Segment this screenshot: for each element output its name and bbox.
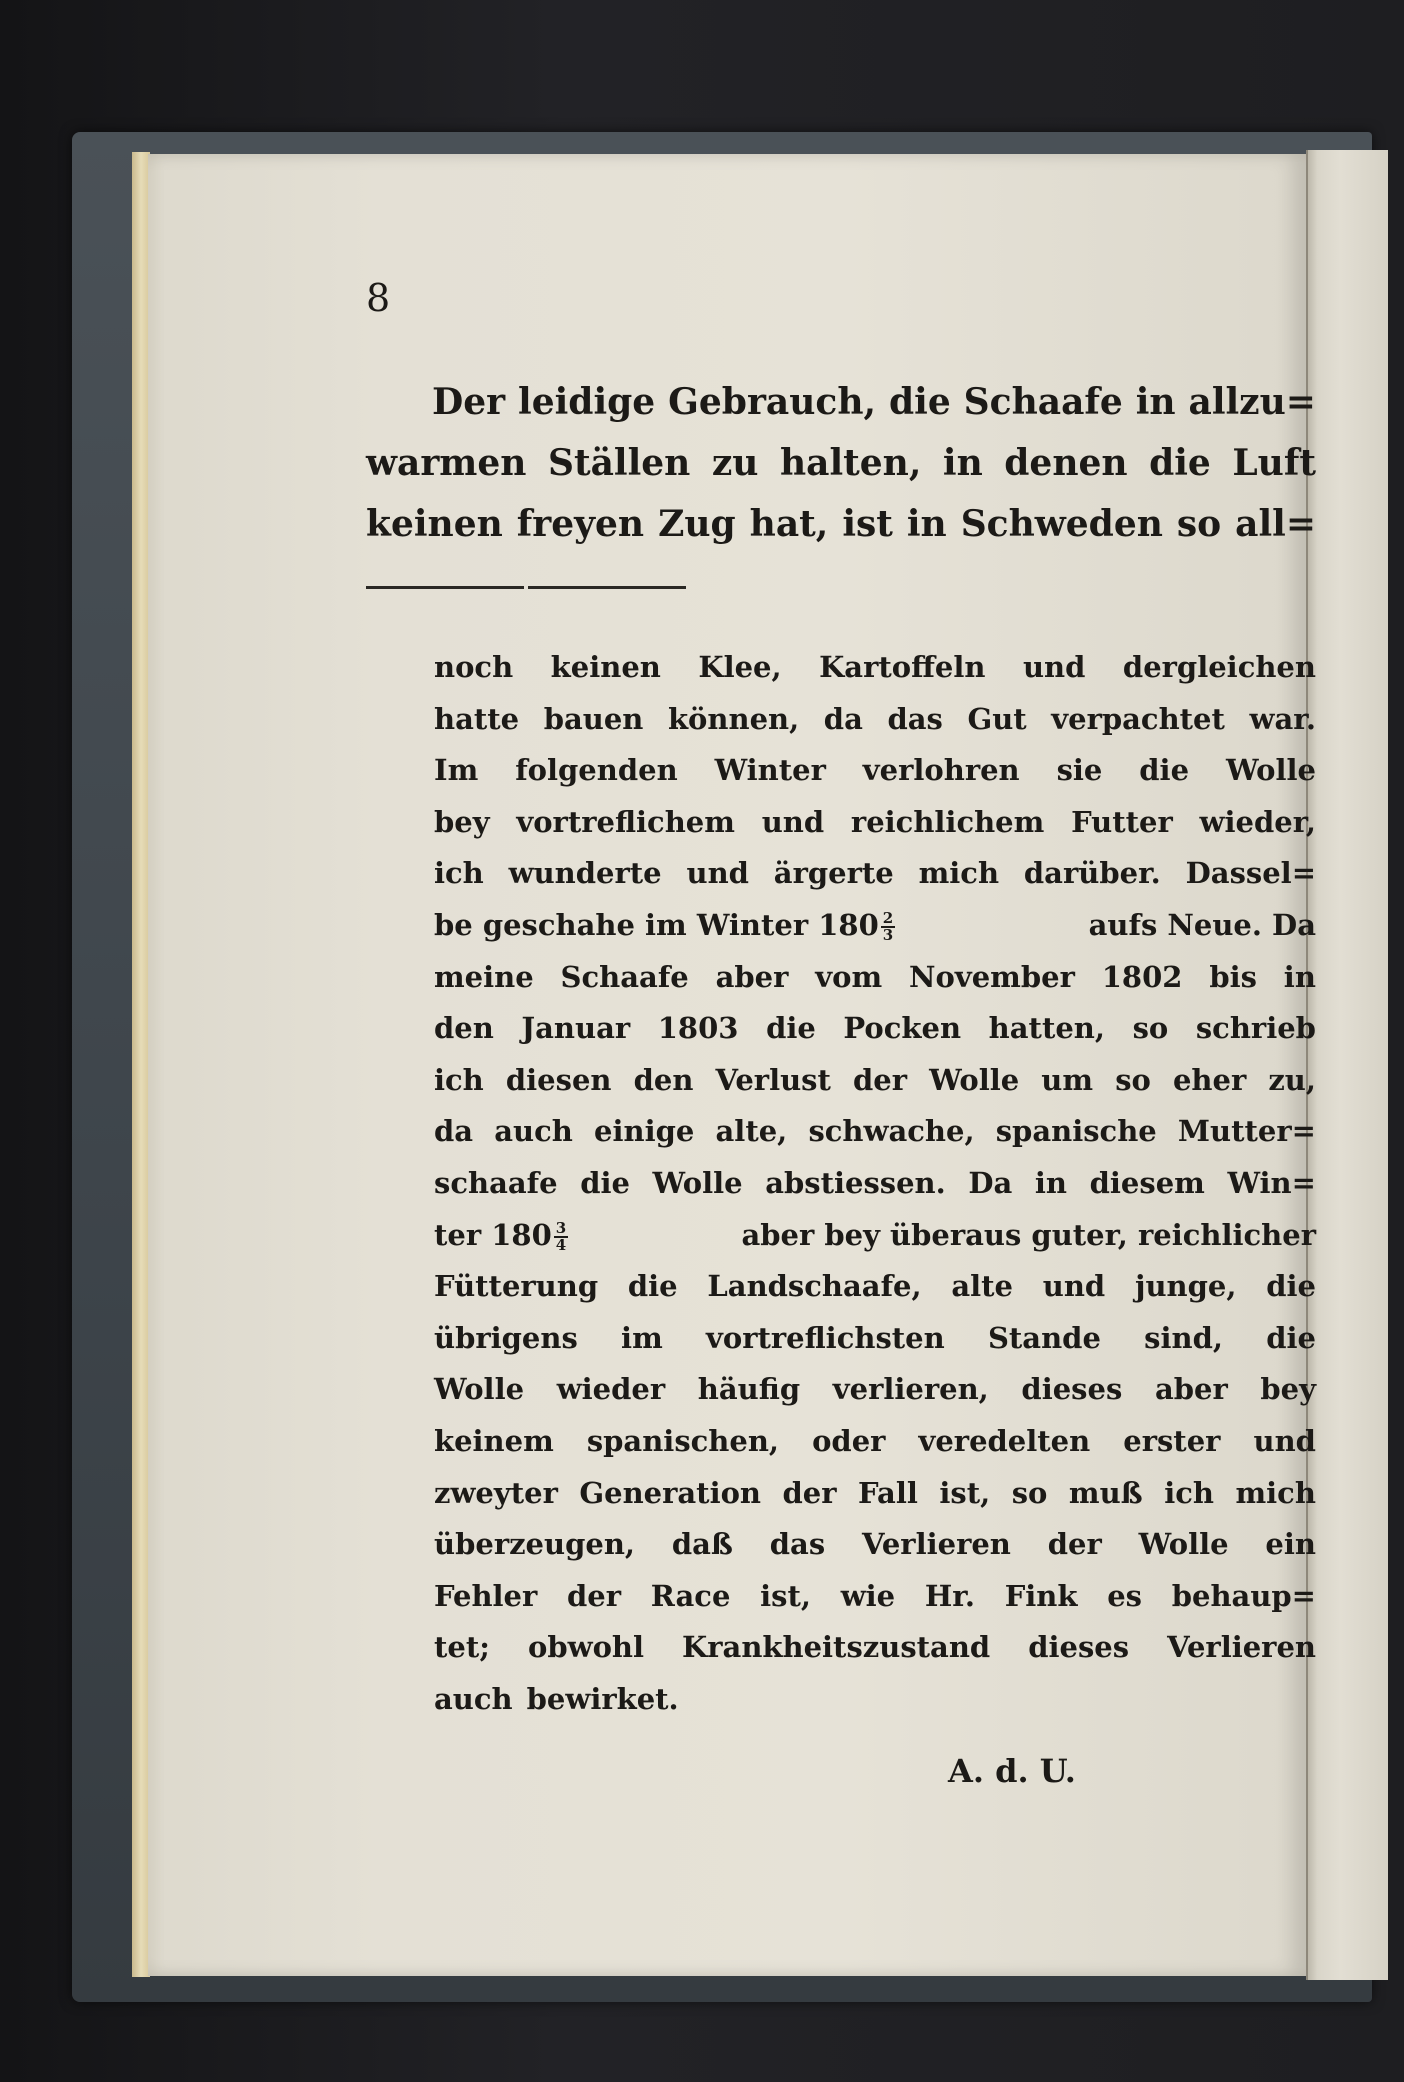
word: Januar [521,1011,631,1046]
word: 1803 [657,1011,739,1046]
word: Verlieren [1167,1630,1316,1665]
text-line [434,797,1316,849]
word: leidige [518,381,656,423]
word: ich [434,1062,484,1097]
text-line [434,745,1316,797]
word: keinem [434,1423,554,1458]
word: in [1034,1165,1068,1200]
word: Krankheitszustand [682,1630,991,1665]
word: verpachtet [1051,701,1225,736]
word: Ställen [547,442,691,484]
word: überzeugen, [434,1527,636,1562]
text-line [434,1674,1316,1726]
word: da [823,701,863,736]
text-line [434,1468,1316,1520]
word: Gut [967,701,1027,736]
word: alte [951,1269,1014,1304]
word: zweyter [434,1475,558,1510]
word: spanischen, [586,1423,780,1458]
word: Wolle [652,1165,743,1200]
text-line-with-fraction [434,1210,1316,1262]
word: sie [1056,753,1103,788]
word: keinen [550,650,661,684]
word: alte, [715,1114,788,1149]
text-segment: aufs Neue. Da [1088,907,1316,942]
text-line [366,433,1316,494]
word: wieder, [1199,804,1316,839]
word: ich [434,856,484,891]
word: Da [968,1165,1013,1200]
word: denen [1004,442,1128,484]
word: der [567,1578,622,1613]
word: Gebrauch, [668,381,877,423]
word: Klee, [698,650,782,684]
word: junge, [1134,1269,1237,1304]
word: dergleichen [1122,650,1316,684]
word: Winter [714,753,826,788]
word: ärgerte [773,856,894,891]
word: ist [842,503,893,545]
word: keinen [366,503,503,545]
word: der [853,1062,908,1097]
text-line [434,1261,1316,1313]
word: ist, [760,1578,811,1613]
word: Verlieren [862,1527,1011,1562]
page-number: 8 [366,276,391,320]
word: veredelten [918,1423,1091,1458]
text-line [434,1622,1316,1674]
word: Der [432,381,506,423]
word: die [580,1165,630,1200]
text-line-with-fraction [434,900,1316,952]
word: sind, [1144,1320,1223,1355]
word: das [887,701,943,736]
footnote [434,642,1316,1725]
text-line [434,1416,1316,1468]
signature: A. d. U. [948,1752,1076,1790]
word: den [434,1011,494,1046]
text-line [434,642,1316,694]
word: Fink [1004,1578,1078,1613]
word: bey [434,804,490,839]
word: so [1115,1062,1151,1097]
word: im [621,1320,663,1355]
text-line [434,1364,1316,1416]
text-line [366,372,1316,433]
word: und [686,856,749,891]
word: freyen [516,503,645,545]
word: ist, [939,1475,991,1510]
word: Schaafe [560,959,689,994]
word: bauen [543,701,644,736]
word: eher [1172,1062,1247,1097]
word: noch [434,650,514,684]
word: bewirket. [526,1681,679,1716]
word: so [1011,1475,1048,1510]
text-segment: be geschahe im Winter 180 [434,907,879,942]
word: auch [494,1114,573,1149]
word: die [1139,753,1190,788]
word: hatten, [988,1011,1105,1046]
word: Wolle [434,1372,525,1407]
word: ein [1265,1527,1316,1562]
word: und [1253,1423,1316,1458]
word: diesem [1089,1165,1205,1200]
fraction-denominator: 3 [882,925,894,944]
word: muß [1068,1475,1143,1510]
word: wieder [556,1372,666,1407]
word: Schweden [960,503,1163,545]
word: allzu= [1188,381,1316,423]
text-line [434,1003,1316,1055]
word: 1802 [1101,959,1183,994]
word: da [434,1114,474,1149]
text-line [434,848,1316,900]
word: spanische [995,1114,1157,1149]
word: warmen [366,442,527,484]
word: Race [650,1578,731,1613]
text-segment: aber bey überaus guter, reichlicher [741,1217,1316,1252]
text-line [434,1519,1316,1571]
word: in [906,503,947,545]
text-line [434,694,1316,746]
word: die [888,381,951,423]
word: die [1266,1320,1316,1355]
word: es [1107,1578,1142,1613]
word: halten, [779,442,922,484]
word: diesen [505,1062,612,1097]
word: Generation [579,1475,762,1510]
word: das [769,1527,826,1562]
word: Landschaafe, [707,1269,922,1304]
word: oder [812,1423,886,1458]
word: darüber. [1023,856,1161,891]
word: um [1041,1062,1094,1097]
word: häufig [697,1372,801,1407]
top-paragraph [366,372,1316,555]
word: Dassel= [1185,856,1316,891]
word: auch [434,1681,513,1716]
word: Futter [1071,804,1173,839]
word: obwohl [527,1630,645,1665]
word: zu [711,442,759,484]
word: vom [815,959,883,994]
word: Wolle [1225,753,1316,788]
word: die [627,1269,678,1304]
word: hat, [749,503,829,545]
word: schaafe [434,1165,558,1200]
word: aber [1154,1372,1228,1407]
fraction-numerator: 2 [882,908,894,927]
word: ich [1164,1475,1214,1510]
word: schrieb [1195,1011,1316,1046]
fraction [881,908,895,944]
word: mich [1235,1475,1316,1510]
word: Stande [987,1320,1101,1355]
word: der [782,1475,837,1510]
word: Schaafe [963,381,1123,423]
word: den [633,1062,694,1097]
word: in [1135,381,1176,423]
word: Pocken [843,1011,962,1046]
word: wie [840,1578,896,1613]
word: Win= [1227,1165,1316,1200]
word: der [1047,1527,1102,1562]
next-page-edge [1306,150,1388,1980]
word: verlieren, [832,1372,989,1407]
word: war. [1249,701,1316,736]
word: Im [434,753,479,788]
footnote-rule-left [366,586,524,589]
word: Fehler [434,1578,538,1613]
word: Wolle [1138,1527,1229,1562]
word: übrigens [434,1320,578,1355]
word: vortreflichem [516,804,735,839]
fraction-numerator: 3 [555,1218,567,1237]
word: behaup= [1171,1578,1316,1613]
word: die [1149,442,1211,484]
word: Mutter= [1177,1114,1316,1149]
word: dieses [1028,1630,1130,1665]
text-segment: ter 180 [434,1217,552,1252]
word: einige [594,1114,695,1149]
text-line [434,1055,1316,1107]
word: reichlichem [850,804,1045,839]
word: die [1266,1269,1316,1304]
word: tet; [434,1630,490,1665]
word: meine [434,959,534,994]
word: in [1283,959,1316,994]
word: schwache, [808,1114,975,1149]
text-line [434,1158,1316,1210]
word: Fall [858,1475,918,1510]
word: können, [667,701,800,736]
word: in [942,442,983,484]
word: wunderte [508,856,662,891]
word: zu, [1268,1062,1316,1097]
fraction [554,1218,568,1254]
fraction-denominator: 4 [555,1235,567,1254]
word: daß [671,1527,733,1562]
word: Fütterung [434,1269,599,1304]
word: hatte [434,701,520,736]
word: erster [1123,1423,1221,1458]
word: Verlust [715,1062,831,1097]
word: Wolle [929,1062,1020,1097]
word: mich [918,856,1000,891]
word: dieses [1021,1372,1123,1407]
word: Luft [1232,442,1316,484]
word: und [761,804,825,839]
text-line [434,1313,1316,1365]
book-page [148,154,1316,1976]
footnote-rule-right [528,586,686,589]
text-line [434,1106,1316,1158]
word: abstiessen. [765,1165,946,1200]
word: Zug [658,503,736,545]
word: bey [1260,1372,1316,1407]
text-line [366,494,1316,555]
word: aber [715,959,789,994]
word: und [1022,650,1086,684]
word: und [1042,1269,1106,1304]
word: verlohren [862,753,1020,788]
word: vortreflichsten [706,1320,945,1355]
text-line [434,1571,1316,1623]
text-line [434,952,1316,1004]
word: Hr. [924,1578,975,1613]
word: so [1132,1011,1169,1046]
word: Kartoffeln [819,650,986,684]
word: November [909,959,1075,994]
word: folgenden [515,753,678,788]
word: die [766,1011,816,1046]
word: bis [1209,959,1257,994]
word: so [1176,503,1222,545]
word: all= [1235,503,1316,545]
